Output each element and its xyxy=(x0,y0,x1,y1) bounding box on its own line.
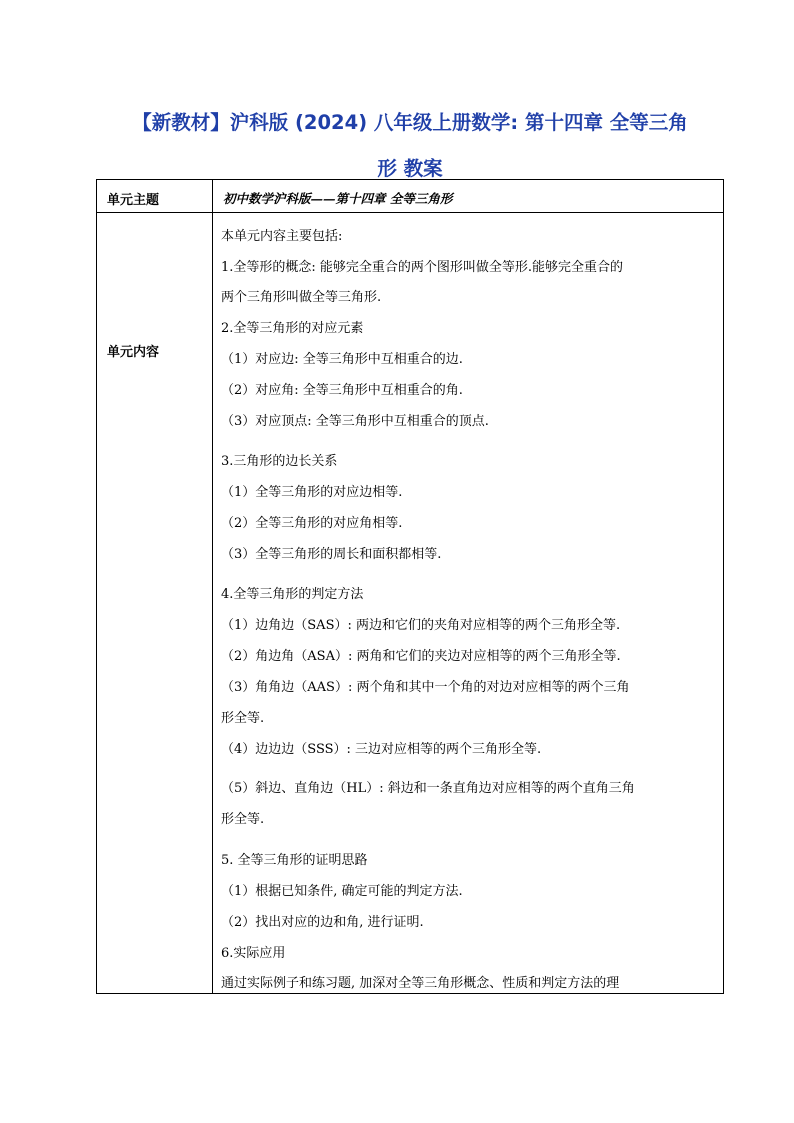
title-line-1: 【新教材】沪科版 (2024) 八年级上册数学: 第十四章 全等三角 xyxy=(132,111,688,134)
content-label-cell xyxy=(97,213,213,994)
content-line: （1）根据已知条件, 确定可能的判定方法. xyxy=(221,884,463,899)
content-line: （1）对应边: 全等三角形中互相重合的边. xyxy=(221,352,463,367)
lesson-plan-table xyxy=(96,179,724,994)
content-line: 通过实际例子和练习题, 加深对全等三角形概念、性质和判定方法的理 xyxy=(221,976,620,991)
content-cell xyxy=(213,213,724,994)
title-line-2: 形 教案 xyxy=(377,157,443,180)
content-line: 两个三角形叫做全等三角形. xyxy=(221,290,382,305)
content-line: 6.实际应用 xyxy=(221,946,286,961)
content-line: （3）全等三角形的周长和面积都相等. xyxy=(221,547,442,562)
content-line: （2）全等三角形的对应角相等. xyxy=(221,516,403,531)
content-label: 单元内容 xyxy=(107,345,160,360)
content-body xyxy=(213,213,723,993)
content-line: （2）角边角（ASA）: 两角和它们的夹边对应相等的两个三角形全等. xyxy=(221,649,621,664)
content-line: 本单元内容主要包括: xyxy=(221,229,343,244)
content-line: （2）对应角: 全等三角形中互相重合的角. xyxy=(221,383,463,398)
content-line: （4）边边边（SSS）: 三边对应相等的两个三角形全等. xyxy=(221,742,542,757)
content-line: （3）对应顶点: 全等三角形中互相重合的顶点. xyxy=(221,414,489,429)
theme-label: 单元主题 xyxy=(97,180,213,213)
table-row-theme xyxy=(97,180,724,213)
theme-value: 初中数学沪科版——第十四章 全等三角形 xyxy=(213,180,724,213)
table-row-content xyxy=(97,213,724,994)
content-line: 3.三角形的边长关系 xyxy=(221,454,338,469)
content-line: 形全等. xyxy=(221,711,265,726)
content-line: 2.全等三角形的对应元素 xyxy=(221,321,364,336)
content-line: （3）角角边（AAS）: 两个角和其中一个角的对边对应相等的两个三角 xyxy=(221,680,630,695)
content-line: 形全等. xyxy=(221,812,265,827)
content-line: （5）斜边、直角边（HL）: 斜边和一条直角边对应相等的两个直角三角 xyxy=(221,781,635,796)
content-line: （1）全等三角形的对应边相等. xyxy=(221,485,403,500)
content-line: 1.全等形的概念: 能够完全重合的两个图形叫做全等形.能够完全重合的 xyxy=(221,260,624,275)
content-line: （1）边角边（SAS）: 两边和它们的夹角对应相等的两个三角形全等. xyxy=(221,618,621,633)
content-line: （2）找出对应的边和角, 进行证明. xyxy=(221,915,424,930)
content-line: 5. 全等三角形的证明思路 xyxy=(221,853,368,868)
content-line: 4.全等三角形的判定方法 xyxy=(221,587,364,602)
